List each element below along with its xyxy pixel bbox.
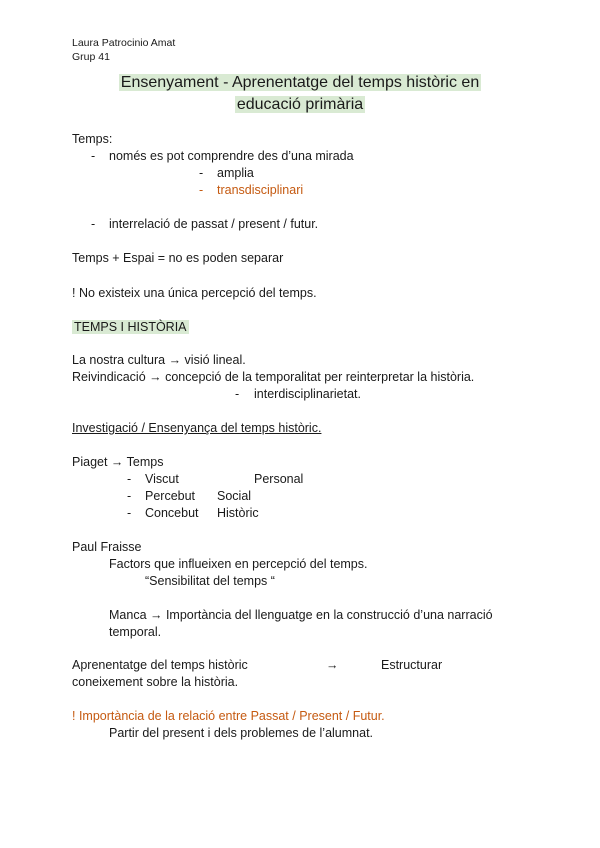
importancia-line: ! Importància de la relació entre Passat / Present / Futur.: [72, 709, 385, 723]
percepcio-line: ! No existeix una única percepció del temps.: [72, 286, 317, 300]
piaget-row-b: Històric: [217, 506, 259, 520]
bullet-dash: -: [91, 149, 96, 163]
fraisse-manca-line2: temporal.: [109, 625, 162, 639]
fraisse-sensibilitat: “Sensibilitat del temps “: [145, 574, 275, 588]
aprenentatge-line2: coneixement sobre la història.: [72, 675, 239, 689]
partir-present-line: Partir del present i dels problemes de l’alumnat.: [109, 726, 374, 740]
piaget-row-a: Concebut: [145, 506, 199, 520]
temps-item-interrelacio: interrelació de passat / present / futur.: [109, 217, 319, 231]
temps-sub-amplia: amplia: [217, 166, 254, 180]
fraisse-factors: Factors que influeixen en percepció del temps.: [109, 557, 368, 571]
historia-line-reivindicacio: Reivindicació → concepció de la temporalitat per reinterpretar la història.: [72, 370, 475, 384]
author-name: Laura Patrocinio Amat: [72, 37, 176, 49]
section-heading-investigacio: Investigació / Ensenyança del temps històric.: [72, 421, 322, 435]
group-label: Grup 41: [72, 51, 110, 63]
temps-espai-line: Temps + Espai = no es poden separar: [72, 251, 284, 265]
section-heading-historia: TEMPS I HISTÒRIA: [74, 320, 187, 334]
temps-heading: Temps:: [72, 132, 113, 146]
piaget-line: Piaget → Temps: [72, 455, 164, 469]
bullet-dash: -: [91, 217, 96, 231]
arrow-right-icon: →: [326, 658, 339, 672]
bullet-dash: -: [127, 506, 132, 520]
bullet-dash: -: [199, 166, 204, 180]
bullet-dash: -: [127, 489, 132, 503]
historia-sub-interdisciplinarietat: interdisciplinarietat.: [254, 387, 361, 401]
document-title-line1: Ensenyament - Aprenentatge del temps històric en: [120, 74, 480, 91]
temps-item-mirada: només es pot comprendre des d’una mirada: [109, 149, 354, 163]
piaget-row-b: Personal: [254, 472, 304, 486]
fraisse-manca-line1: Manca → Importància del llenguatge en la construcció d’una narració: [109, 608, 493, 622]
fraisse-name: Paul Fraisse: [72, 540, 142, 554]
piaget-row-b: Social: [217, 489, 252, 503]
aprenentatge-left: Aprenentatge del temps històric: [72, 658, 248, 672]
piaget-row-a: Percebut: [145, 489, 196, 503]
historia-line-cultura: La nostra cultura → visió lineal.: [72, 353, 246, 367]
piaget-row-a: Viscut: [145, 472, 179, 486]
document-title-line2: educació primària: [236, 96, 364, 113]
bullet-dash: -: [235, 387, 240, 401]
bullet-dash: -: [199, 183, 204, 197]
aprenentatge-right: Estructurar: [381, 658, 443, 672]
temps-sub-transdisciplinari: transdisciplinari: [217, 183, 304, 197]
bullet-dash: -: [127, 472, 132, 486]
